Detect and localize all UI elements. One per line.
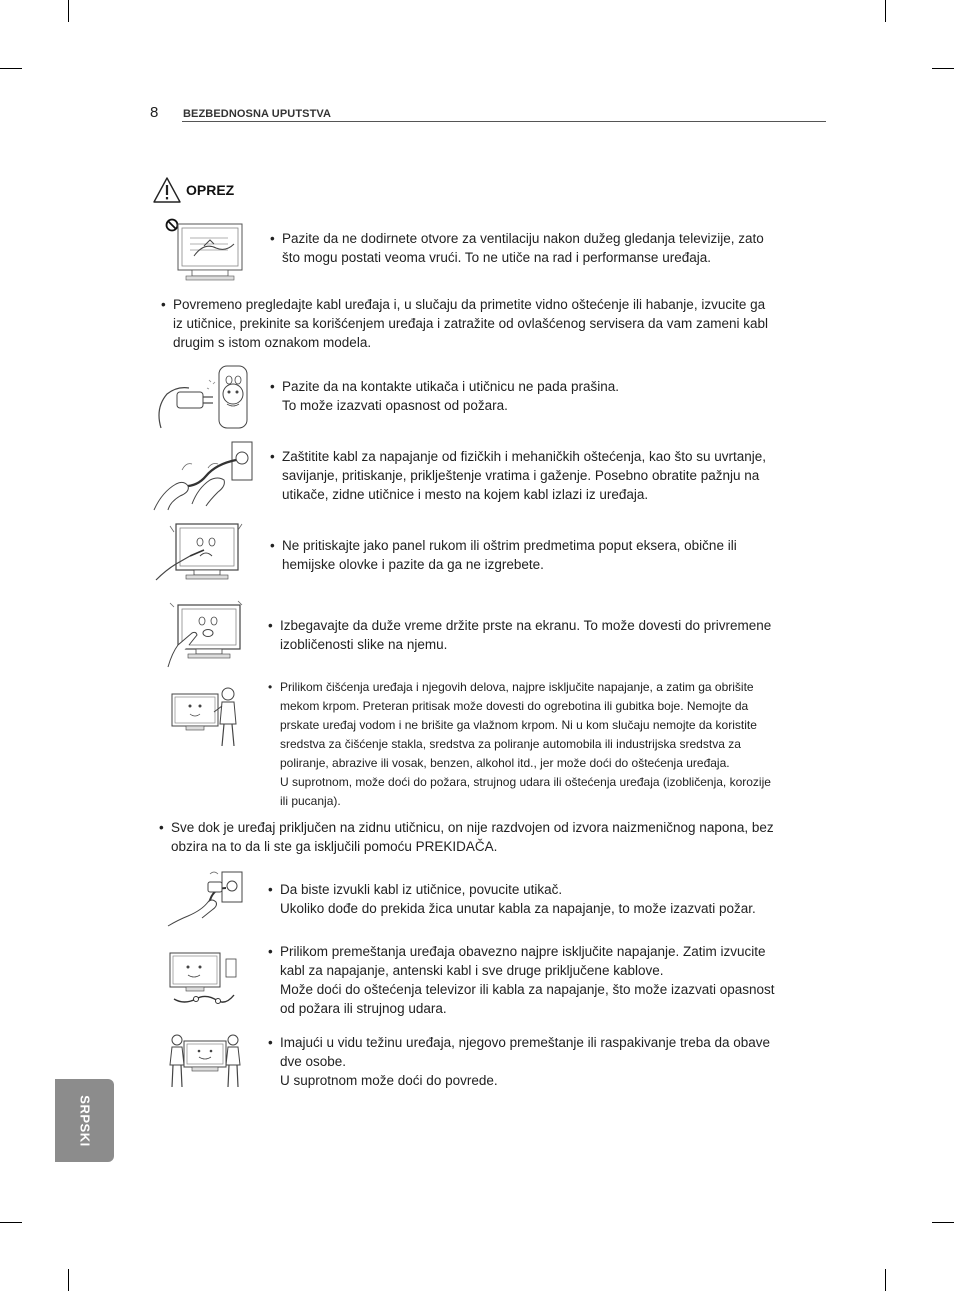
item-text-line: prskate uređaj vodom i ne brišite ga vlažnom krpom. Ni u kom slučaju nemojte da koristite — [280, 718, 757, 732]
crop-mark — [885, 0, 886, 22]
item-text-line: Da biste izvukli kabl iz utičnice, povucite utikač. — [280, 882, 563, 897]
item-text-line: Imajući u vidu težinu uređaja, njegovo premeštanje ili raspakivanje treba da obave — [280, 1035, 771, 1050]
item-text-line: U suprotnom, može doći do požara, strujnog udara ili oštećenja uređaja (izobličenja, korozije — [280, 775, 771, 789]
cleaning-tv-person-icon — [168, 684, 240, 753]
crop-mark — [932, 1222, 954, 1223]
no-touch-vents-icon — [164, 216, 246, 289]
item-text-line: dve osobe. — [280, 1054, 347, 1069]
item-text-line: To može izazvati opasnost od požara. — [282, 398, 508, 413]
crop-mark — [68, 0, 69, 22]
item-text-line: drugim s istom oznakom modela. — [173, 335, 372, 350]
plug-dust-outlet-icon — [155, 362, 251, 437]
item-text-line: Pazite da ne dodirnete otvore za ventilaciju nakon dužeg gledanja televizije, zato — [282, 231, 764, 246]
tv-unplug-cables-icon — [166, 947, 242, 1014]
item-text-line: od požara ili strujnog udara. — [280, 1001, 447, 1016]
pull-plug-outlet-icon — [166, 868, 244, 935]
page-header — [150, 104, 826, 124]
crop-mark — [0, 1222, 22, 1223]
crop-mark — [885, 1269, 886, 1291]
item-text-line: Sve dok je uređaj priključen na zidnu utičnicu, on nije razdvojen od izvora naizmeničnog napona, bez — [171, 820, 774, 835]
item-text-line: Može doći do oštećenja televizor ili kabla za napajanje, što može izazvati opasnost — [280, 982, 775, 997]
item-text-line: Pazite da na kontakte utikača i utičnicu ne pada prašina. — [282, 379, 619, 394]
item-text-line: Prilikom čišćenja uređaja i njegovih delova, najpre isključite napajanje, a zatim ga obrišite — [280, 680, 754, 694]
item-text-line: mekom krpom. Preteran pritisak može dovesti do ogrebotina ili gubitka boje. Nemojte da — [280, 699, 749, 713]
crop-mark — [68, 1269, 69, 1291]
warning-triangle-icon — [152, 176, 182, 204]
language-tab-label: SRPSKI — [77, 1094, 92, 1147]
caution-label: OPREZ — [186, 182, 235, 198]
cable-damage-hands-icon — [152, 440, 254, 517]
item-text-line: iz utičnice, prekinite sa korišćenjem uređaja i zatražite od ovlašćenog servisera da vam zameni kabl — [173, 316, 769, 331]
item-text-line: što mogu postati veoma vrući. To ne utiče na rad i performanse uređaja. — [282, 250, 711, 265]
item-text-line: Povremeno pregledajte kabl uređaja i, u slučaju da primetite vidno oštećenje ili habanje, izvucite ga — [173, 297, 766, 312]
item-text-line: poliranje, abrazive ili vosak, benzen, alkohol itd., jer može doći do oštećenja uređaja. — [280, 756, 730, 770]
item-text-line: Izbegavajte da duže vreme držite prste na ekranu. To može dovesti do privremene — [280, 618, 772, 633]
crop-mark — [0, 68, 22, 69]
item-text-line: hemijske olovke i pazite da ga ne izgrebete. — [282, 557, 544, 572]
item-text-line: U suprotnom može doći do povrede. — [280, 1073, 498, 1088]
crop-mark — [932, 68, 954, 69]
section-title: BEZBEDNOSNA UPUTSTVA — [183, 108, 332, 120]
two-people-carry-tv-icon — [168, 1033, 242, 1094]
finger-on-screen-tv-icon — [164, 599, 246, 674]
header-rule — [182, 121, 826, 122]
item-text-line: izobličenosti slike na njemu. — [280, 637, 448, 652]
item-text-line: savijanje, pritiskanje, priklještenje vratima i gaženje. Posebno obratite pažnju na — [282, 468, 760, 483]
panel-pressing-tv-icon — [152, 520, 248, 591]
item-text-line: sredstva za čišćenje stakla, sredstva za poliranje automobila ili industrijska sredstva za — [280, 737, 741, 751]
item-text-line: Ne pritiskajte jako panel rukom ili oštrim predmetima poput eksera, obične ili — [282, 538, 737, 553]
item-text-line: utikače, zidne utičnice i mesto na kojem kabl izlazi iz uređaja. — [282, 487, 649, 502]
item-text-line: Prilikom premeštanja uređaja obavezno najpre isključite napajanje. Zatim izvucite — [280, 944, 766, 959]
language-side-tab — [55, 1079, 114, 1162]
item-text-line: obzira na to da li ste ga isključili pomoću PREKIDAČA. — [171, 839, 498, 854]
item-text-line: ili pucanja). — [280, 794, 341, 808]
page-number: 8 — [150, 104, 159, 121]
item-text-line: Zaštitite kabl za napajanje od fizičkih i mehaničkih oštećenja, kao što su uvrtanje, — [282, 449, 767, 464]
item-text-line: kabl za napajanje, antenski kabl i sve druge priključene kablove. — [280, 963, 664, 978]
item-text-line: Ukoliko dođe do prekida žica unutar kabla za napajanje, to može izazvati požar. — [280, 901, 756, 916]
